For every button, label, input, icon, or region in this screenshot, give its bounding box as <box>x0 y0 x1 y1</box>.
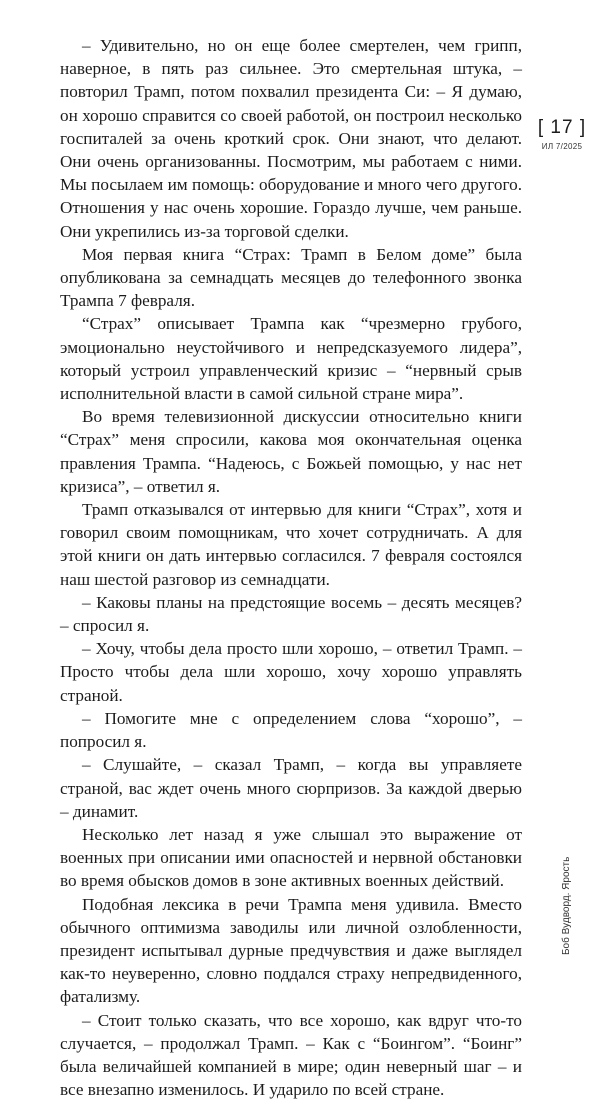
paragraph: Подобная лексика в речи Трампа меня удивила. Вместо обычного оптимизма заводилы или личной озлобленности, президент испытывал дурные предчувствия и даже выглядел как-то неуверенно, словно поддался страху непредвиденного, фатализму. <box>60 894 522 1007</box>
paragraph: Несколько лет назад я уже слышал это выражение от военных при описании ими опасностей и нервной обстановки во время обысков домов в зоне активных военных действий. <box>60 824 522 891</box>
paragraph: Моя первая книга “Страх: Трамп в Белом доме” была опубликована за семнадцать месяцев до телефонного звонка Трампа 7 февраля. <box>60 244 522 311</box>
paragraph: – Помогите мне с определением слова “хорошо”, – попросил я. <box>60 708 522 752</box>
paragraph: – Удивительно, но он еще более смертелен, чем грипп, наверное, в пять раз сильнее. Это смертельная штука, – повторил Трамп, потом похвалил президента Си: – Я думаю, он хорошо справится со своей работой, он построил несколько госпиталей за очень кроткий срок. Они знают, что делают. Они очень организованны. Посмотрим, мы работаем с ними. Мы посылаем им помощь: оборудование и много чего другого. Отношения у нас очень хорошие. Гораздо лучше, чем раньше. Они укрепились из-за торговой сделки. <box>60 36 522 241</box>
page-number-block <box>536 117 588 151</box>
issue-label: ИЛ 7/2025 <box>541 142 583 151</box>
running-title: Боб Вудворд. Ярость <box>561 856 572 955</box>
paragraph: Во время телевизионной дискуссии относительно книги “Страх” меня спросили, какова моя окончательная оценка правления Трампа. “Надеюсь, с Божьей помощью, у нас нет кризиса”, – ответил я. <box>60 407 522 496</box>
paragraph: “Страх” описывает Трампа как “чрезмерно грубого, эмоционально неустойчивого и непредсказуемого лидера”, который устроил управленческий кризис – “нервный срыв исполнительной власти в самой сильной стране мира”. <box>60 314 522 404</box>
page-number: [ 17 ] <box>537 117 587 138</box>
paragraph: Трамп отказывался от интервью для книги “Страх”, хотя и говорил своим помощникам, что хочет сотрудничать. А для этой книги он дать интервью согласился. 7 февраля состоялся наш шестой разговор из семнадцати. <box>60 500 522 589</box>
paragraph: – Хочу, чтобы дела просто шли хорошо, – ответил Трамп. – Просто чтобы дела шли хорошо, хочу хорошо управлять страной. <box>60 639 522 705</box>
paragraph: – Каковы планы на предстоящие восемь – десять месяцев? – спросил я. <box>60 592 522 636</box>
paragraph: – Стоит только сказать, что все хорошо, как вдруг что-то случается, – продолжал Трамп. – Как с “Боингом”. “Боинг” была величайшей компанией в мире; один неверный шаг – и все внезапно изменилось. И ударило по всей стране. <box>60 1010 522 1100</box>
paragraph: – Слушайте, – сказал Трамп, – когда вы управляете страной, вас ждет очень много сюрпризов. За каждой дверью – динамит. <box>60 755 522 821</box>
body-text <box>60 34 522 1101</box>
